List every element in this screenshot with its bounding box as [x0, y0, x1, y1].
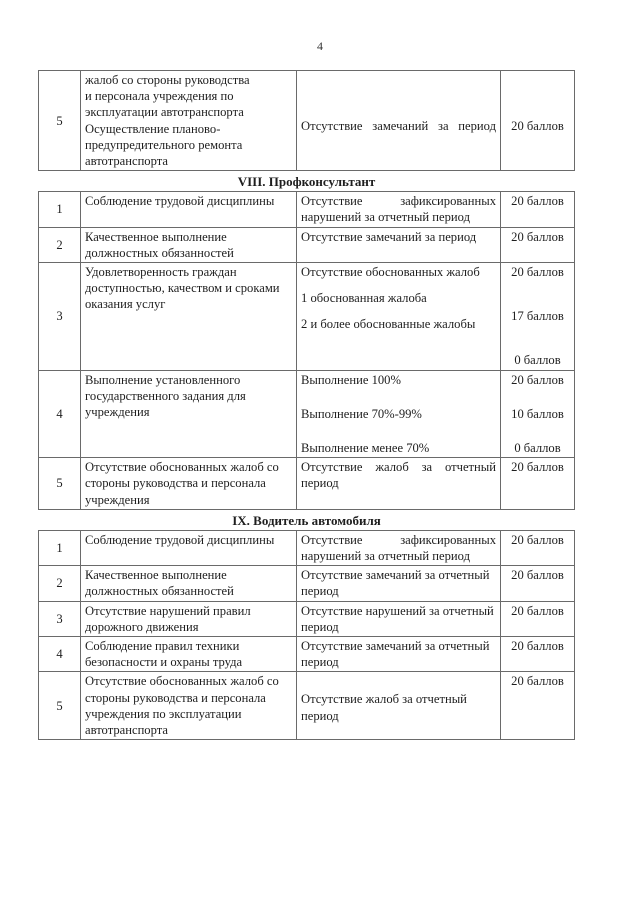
row-number: 2	[39, 566, 81, 601]
points-cell	[501, 71, 575, 171]
points-value: 17 баллов	[511, 309, 564, 324]
section-title: IX. Водитель автомобиля	[39, 509, 575, 530]
criterion-cell: Выполнение установленного государственного задания для учреждения	[81, 370, 297, 458]
indicator-cell: Отсутствие зафиксированных нарушений за отчетный период	[297, 530, 501, 565]
indicator-cell	[297, 71, 501, 171]
table-row	[39, 370, 575, 458]
row-number: 4	[39, 637, 81, 672]
criterion-line: предупредительного ремонта	[85, 137, 243, 152]
row-number: 3	[39, 601, 81, 636]
table-row	[39, 263, 575, 371]
section-heading-row	[39, 509, 575, 530]
points-value: 0 баллов	[514, 353, 561, 368]
criterion-line: Осуществление планово-	[85, 121, 221, 136]
criterion-cell: Соблюдение правил техники безопасности и охраны труда	[81, 637, 297, 672]
points-cell: 20 баллов	[501, 192, 575, 227]
table-row	[39, 227, 575, 262]
row-number: 5	[39, 458, 81, 510]
indicator-text: Выполнение 100%	[301, 372, 401, 387]
points-cell: 20 баллов	[501, 566, 575, 601]
indicator-cell: Отсутствие жалоб за отчетный период	[297, 458, 501, 510]
points-cell: 20 баллов	[501, 672, 575, 740]
indicator-text: Выполнение менее 70%	[301, 441, 430, 456]
table-row	[39, 672, 575, 740]
indicator-cell: Отсутствие замечаний за период	[297, 227, 501, 262]
row-number: 1	[39, 192, 81, 227]
points-cell	[501, 263, 575, 371]
table-row	[39, 601, 575, 636]
page-number: 4	[317, 39, 323, 53]
points-value: 20 баллов	[511, 265, 564, 280]
indicator-cell	[297, 370, 501, 458]
criterion-cell	[81, 71, 297, 171]
indicator-text: Отсутствие замечаний за период	[301, 119, 496, 133]
table-row	[39, 71, 575, 171]
criteria-table	[38, 70, 575, 740]
criterion-cell: Удовлетворенность граждан доступностью, качеством и сроками оказания услуг	[81, 263, 297, 371]
indicator-cell: Отсутствие замечаний за отчетный период	[297, 566, 501, 601]
section-heading-row	[39, 171, 575, 192]
criterion-cell: Соблюдение трудовой дисциплины	[81, 530, 297, 565]
table-row	[39, 530, 575, 565]
points-value: 0 баллов	[514, 441, 561, 456]
indicator-cell: Отсутствие замечаний за отчетный период	[297, 637, 501, 672]
criterion-cell: Качественное выполнение должностных обязанностей	[81, 227, 297, 262]
points-value: 10 баллов	[511, 406, 564, 421]
row-number: 5	[39, 71, 81, 171]
points-cell: 20 баллов	[501, 458, 575, 510]
criterion-line: эксплуатации автотранспорта	[85, 105, 244, 120]
criterion-cell: Соблюдение трудовой дисциплины	[81, 192, 297, 227]
row-number: 3	[39, 263, 81, 371]
criterion-line: автотранспорта	[85, 154, 168, 169]
criterion-cell: Отсутствие нарушений правил дорожного движения	[81, 601, 297, 636]
points-cell	[501, 370, 575, 458]
indicator-cell	[297, 263, 501, 371]
points-value: 20 баллов	[511, 119, 564, 133]
indicator-text: Выполнение 70%-99%	[301, 406, 422, 421]
indicator-text: 1 обоснованная жалоба	[301, 291, 427, 306]
points-cell: 20 баллов	[501, 601, 575, 636]
criterion-cell: Отсутствие обоснованных жалоб со стороны руководства и персонала учреждения по эксплуатации автотранспорта	[81, 672, 297, 740]
indicator-cell: Отсутствие нарушений за отчетный период	[297, 601, 501, 636]
criterion-cell: Качественное выполнение должностных обязанностей	[81, 566, 297, 601]
table-row	[39, 637, 575, 672]
indicator-cell: Отсутствие зафиксированных нарушений за отчетный период	[297, 192, 501, 227]
indicator-text: Отсутствие жалоб за отчетный период	[301, 692, 467, 723]
row-number: 5	[39, 672, 81, 740]
criterion-line: жалоб со стороны руководства	[85, 73, 250, 87]
row-number: 1	[39, 530, 81, 565]
criterion-line: и персонала учреждения по	[85, 89, 234, 104]
row-number: 4	[39, 370, 81, 458]
row-number: 2	[39, 227, 81, 262]
table-row	[39, 192, 575, 227]
indicator-text: 2 и более обоснованные жалобы	[301, 317, 476, 332]
table-row	[39, 566, 575, 601]
points-cell: 20 баллов	[501, 227, 575, 262]
table-row	[39, 458, 575, 510]
points-cell: 20 баллов	[501, 530, 575, 565]
criterion-cell: Отсутствие обоснованных жалоб со стороны руководства и персонала учреждения	[81, 458, 297, 510]
indicator-text: Отсутствие обоснованных жалоб	[301, 265, 480, 280]
section-title: VIII. Профконсультант	[39, 171, 575, 192]
points-value: 20 баллов	[511, 372, 564, 387]
points-cell: 20 баллов	[501, 637, 575, 672]
indicator-cell	[297, 672, 501, 740]
